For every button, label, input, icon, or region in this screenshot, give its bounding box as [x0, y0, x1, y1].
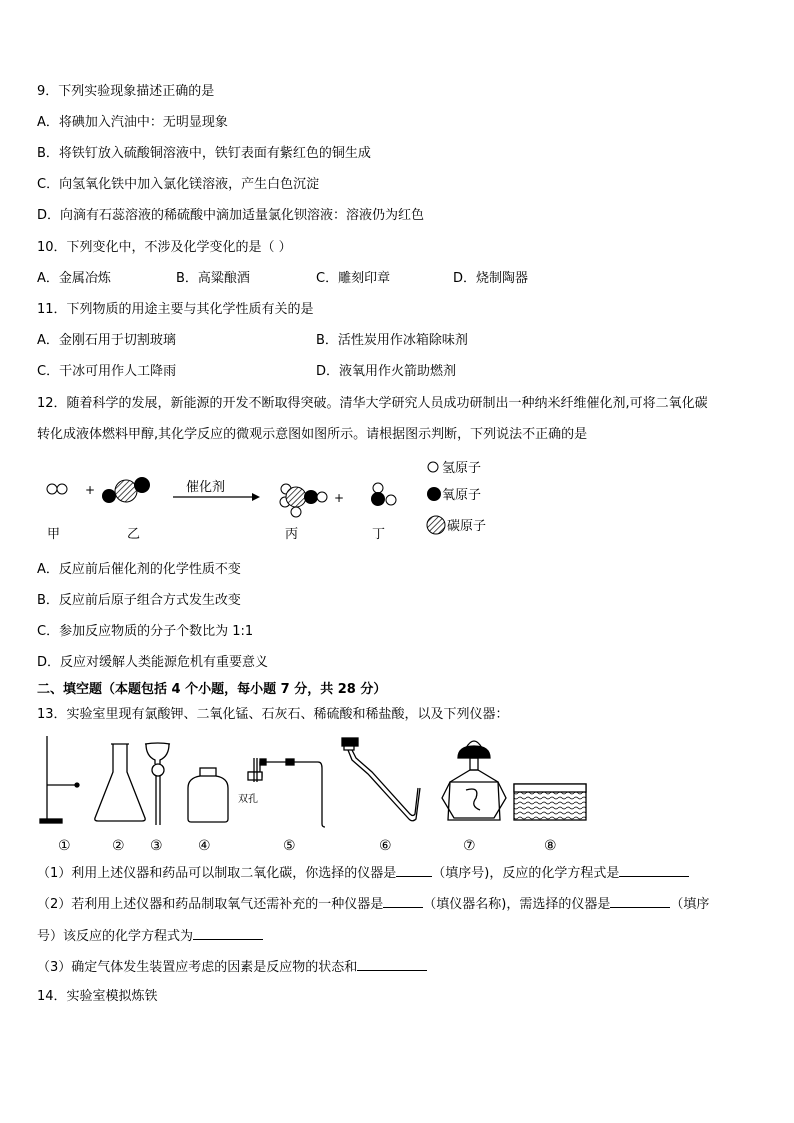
q13-part2-blank-1[interactable] — [383, 895, 423, 908]
q13-part3-blank[interactable] — [357, 958, 427, 971]
label-jia: 甲 — [47, 527, 61, 542]
water-trough — [514, 784, 586, 820]
q10-stem: 10．下列变化中，不涉及化学变化的是（ ） — [37, 240, 292, 255]
q11-option-d: D．液氧用作火箭助燃剂 — [316, 364, 457, 379]
q9-stem: 9．下列实验现象描述正确的是 — [37, 84, 215, 99]
q13-part1-blank-2[interactable] — [619, 864, 689, 877]
delivery-tube — [342, 738, 420, 821]
q11-stem: 11．下列物质的用途主要与其化学性质有关的是 — [37, 302, 314, 317]
q13-part1-text-a: （1）利用上述仪器和药品可以制取二氧化碳，你选择的仪器是 — [37, 866, 397, 881]
q11-option-c: C．干冰可用作人工降雨 — [37, 364, 177, 379]
q13-part2-blank-3[interactable] — [193, 927, 263, 940]
apparatus-label-7: ⑦ — [463, 838, 476, 854]
apparatus-figure — [30, 730, 600, 855]
q13-part1-blank-1[interactable] — [396, 864, 432, 877]
q13-part2-blank-2[interactable] — [610, 895, 670, 908]
q12-option-b: B．反应前后原子组合方式发生改变 — [37, 593, 241, 608]
q10-option-b: B．高粱酿酒 — [176, 271, 250, 286]
q13-part1-text-b: （填序号)，反应的化学方程式是 — [432, 866, 620, 881]
q12-option-a: A．反应前后催化剂的化学性质不变 — [37, 562, 241, 577]
q9-option-b: B．将铁钉放入硫酸铜溶液中，铁钉表面有紫红色的铜生成 — [37, 146, 371, 161]
legend-hydrogen: 氢原子 — [442, 461, 482, 476]
q14-stem: 14．实验室模拟炼铁 — [37, 989, 158, 1004]
q13-part2-text-b: （填仪器名称)，需选择的仪器是 — [423, 897, 611, 912]
plus-sign-1: + — [85, 483, 96, 497]
molecule-jia-h2 — [47, 484, 67, 494]
label-bing: 丙 — [285, 527, 299, 542]
q12-option-d: D．反应对缓解人类能源危机有重要意义 — [37, 655, 269, 670]
q12-stem-line1: 12．随着科学的发展，新能源的开发不断取得突破。清华大学研究人员成功研制出一种纳米纤维催化剂,可将二氧化碳 — [37, 396, 708, 411]
catalyst-label: 催化剂 — [186, 480, 226, 495]
q13-part2 — [37, 895, 709, 913]
q13-part2-text-c: （填序 — [670, 897, 710, 912]
q13-part1 — [37, 864, 689, 882]
q11-option-b: B．活性炭用作冰箱除味剂 — [316, 333, 468, 348]
q13-part3 — [37, 958, 427, 976]
q10-option-a: A．金属冶炼 — [37, 271, 111, 286]
apparatus-label-4: ④ — [198, 838, 211, 854]
q13-part3-text: （3）确定气体发生装置应考虑的因素是反应物的状态和 — [37, 960, 358, 975]
q10-option-d: D．烧制陶器 — [453, 271, 529, 286]
apparatus-label-2: ② — [112, 838, 125, 854]
double-hole-stopper — [248, 758, 325, 827]
q12-stem-line2: 转化成液体燃料甲醇,其化学反应的微观示意图如图所示。请根据图示判断，下列说法不正确的是 — [37, 427, 588, 442]
reagent-bottle — [188, 768, 228, 822]
apparatus-label-5: ⑤ — [283, 838, 296, 854]
conical-flask — [95, 744, 145, 821]
q9-option-d: D．向滴有石蕊溶液的稀硫酸中滴加适量氯化钡溶液：溶液仍为红色 — [37, 208, 425, 223]
q11-option-a: A．金刚石用于切割玻璃 — [37, 333, 176, 348]
funnel-with-bulb — [145, 743, 170, 825]
iron-stand — [40, 736, 79, 823]
q9-option-c: C．向氢氧化铁中加入氯化镁溶液，产生白色沉淀 — [37, 177, 320, 192]
label-ding: 丁 — [372, 527, 386, 542]
q13-stem: 13．实验室里现有氯酸钾、二氧化锰、石灰石、稀硫酸和稀盐酸，以及下列仪器： — [37, 707, 509, 722]
legend — [427, 461, 486, 534]
apparatus-label-6: ⑥ — [379, 838, 392, 854]
q13-part2-text-a: （2）若利用上述仪器和药品制取氧气还需补充的一种仪器是 — [37, 897, 384, 912]
molecule-ding-water — [371, 483, 396, 506]
q12-option-c: C．参加反应物质的分子个数比为 1:1 — [37, 624, 254, 639]
legend-oxygen: 氧原子 — [442, 488, 482, 503]
stopper-label: 双孔 — [238, 794, 258, 805]
apparatus-label-3: ③ — [150, 838, 163, 854]
molecule-bing-methanol — [280, 484, 327, 517]
alcohol-lamp — [442, 741, 506, 820]
q13-part2-text-d: 号）该反应的化学方程式为 — [37, 929, 194, 944]
apparatus-label-8: ⑧ — [544, 838, 557, 854]
q10-option-c: C．雕刻印章 — [316, 271, 391, 286]
q13-part2-cont — [37, 927, 263, 945]
molecule-yi-co2 — [102, 477, 150, 503]
section-heading: 二、填空题（本题包括 4 个小题，每小题 7 分，共 28 分） — [37, 682, 387, 697]
q9-option-a: A．将碘加入汽油中：无明显现象 — [37, 115, 228, 130]
apparatus-label-1: ① — [58, 838, 71, 854]
legend-carbon: 碳原子 — [447, 519, 487, 534]
reaction-diagram — [30, 455, 510, 555]
label-yi: 乙 — [127, 527, 141, 542]
plus-sign-2: + — [334, 491, 345, 505]
